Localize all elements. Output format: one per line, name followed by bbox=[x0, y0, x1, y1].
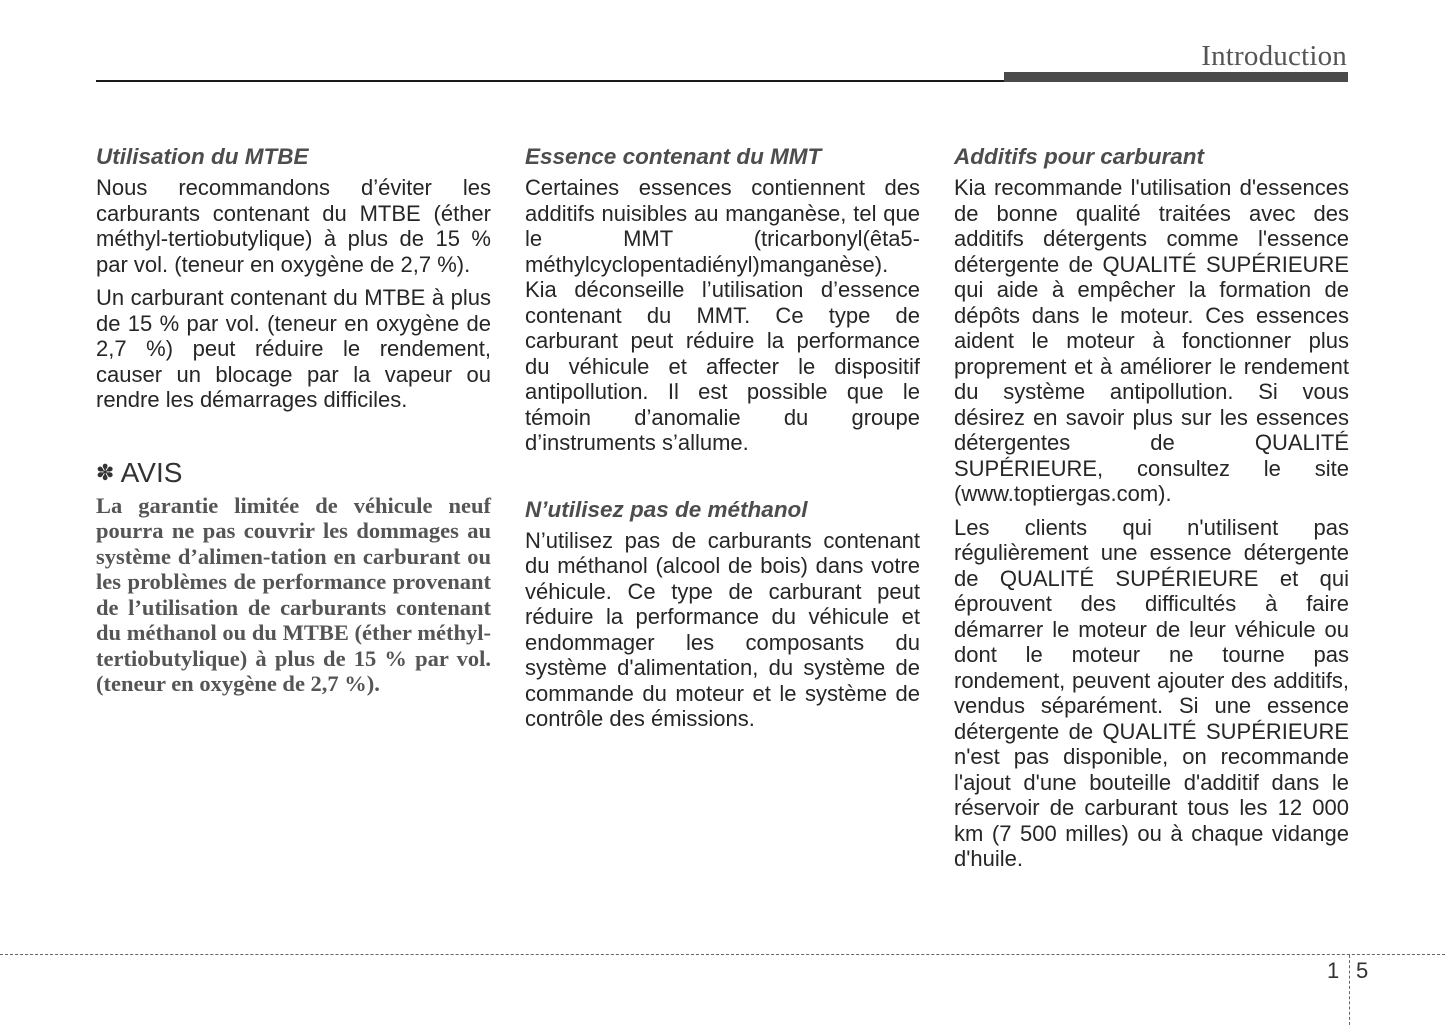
page-chapter-number: 1 bbox=[1327, 958, 1340, 983]
notice-heading bbox=[96, 457, 491, 491]
section-heading-mmt: Essence contenant du MMT bbox=[525, 144, 822, 169]
section-heading-methanol: N’utilisez pas de méthanol bbox=[525, 496, 808, 522]
notice-star-icon: ✽ bbox=[96, 459, 115, 485]
header-rule bbox=[96, 80, 1006, 82]
column-2 bbox=[525, 143, 920, 740]
section-heading-mtbe: Utilisation du MTBE bbox=[96, 144, 309, 169]
page-header-title: Introduction bbox=[1201, 40, 1347, 72]
column-1 bbox=[96, 143, 491, 697]
section-heading-additifs: Additifs pour carburant bbox=[954, 144, 1205, 169]
footer-dashed-rule bbox=[0, 954, 1445, 955]
paragraph-methanol: N’utilisez pas de carburants contenant du méthanol (alcool de bois) dans votre véhicule. Ce type de carburant peut réduire la performance du véhicule et endommager les composants du système d'alimentation, du système de commande du moteur et le système de contrôle des émissions. bbox=[525, 527, 920, 731]
paragraph-mtbe-2: Un carburant contenant du MTBE à plus de 15 % par vol. (teneur en oxygène de 2,7 %) peut réduire le rendement, causer un blocage par la vapeur ou rendre les démarrages difficiles. bbox=[96, 285, 491, 412]
paragraph-additifs-2: Les clients qui n'utilisent pas régulièrement une essence détergente de QUALITÉ SUPÉRIEURE et qui éprouvent des difficultés à faire démarrer le moteur de leur véhicule ou dont le moteur ne tourne pas rondement, peuvent ajouter des additifs, vendus séparément. Si une essence détergente de QUALITÉ SUPÉRIEURE n'est pas disponible, on recommande l'ajout d'une bouteille d'additif dans le réservoir de carburant tous les 12 000 km (7 500 milles) ou à chaque vidange d'huile. bbox=[954, 514, 1349, 871]
paragraph-additifs-1: Kia recommande l'utilisation d'essences de bonne qualité traitées avec des additifs détergents comme l'essence détergente de QUALITÉ SUPÉRIEURE qui aide à empêcher la formation de dépôts dans le moteur. Ces essences aident le moteur à fonctionner plus proprement et à améliorer le rendement du système antipollution. Si vous désirez en savoir plus sur les essences détergentes de QUALITÉ SUPÉRIEURE, consultez le site (www.toptiergas.com). bbox=[954, 175, 1349, 506]
header-accent-bar bbox=[1004, 72, 1348, 82]
paragraph-mtbe-1: Nous recommandons d’éviter les carburants contenant du MTBE (éther méthyl-tertiobutylique) à plus de 15 % par vol. (teneur en oxygène de 2,7 %). bbox=[96, 175, 491, 277]
notice-title: AVIS bbox=[120, 456, 183, 488]
footer-dashed-divider bbox=[1349, 955, 1350, 1025]
page-number: 5 bbox=[1356, 958, 1369, 983]
notice-text: La garantie limitée de véhicule neuf pourra ne pas couvrir les dommages au système d’alimen-tation en carburant ou les problèmes de performance provenant de l’utilisation de carburants contenant du méthanol ou du MTBE (éther méthyl-tertiobutylique) à plus de 15 % par vol. (teneur en oxygène de 2,7 %). bbox=[96, 492, 491, 696]
column-3 bbox=[954, 143, 1349, 880]
paragraph-mmt: Certaines essences contiennent des additifs nuisibles au manganèse, tel que le MMT (tricarbonyl(êta5-méthylcyclopentadiényl)manganèse). Kia déconseille l’utilisation d’essence contenant du MMT. Ce type de carburant peut réduire la performance du véhicule et affecter le dispositif antipollution. Il est possible que le témoin d’anomalie du groupe d’instruments s’allume. bbox=[525, 175, 920, 455]
